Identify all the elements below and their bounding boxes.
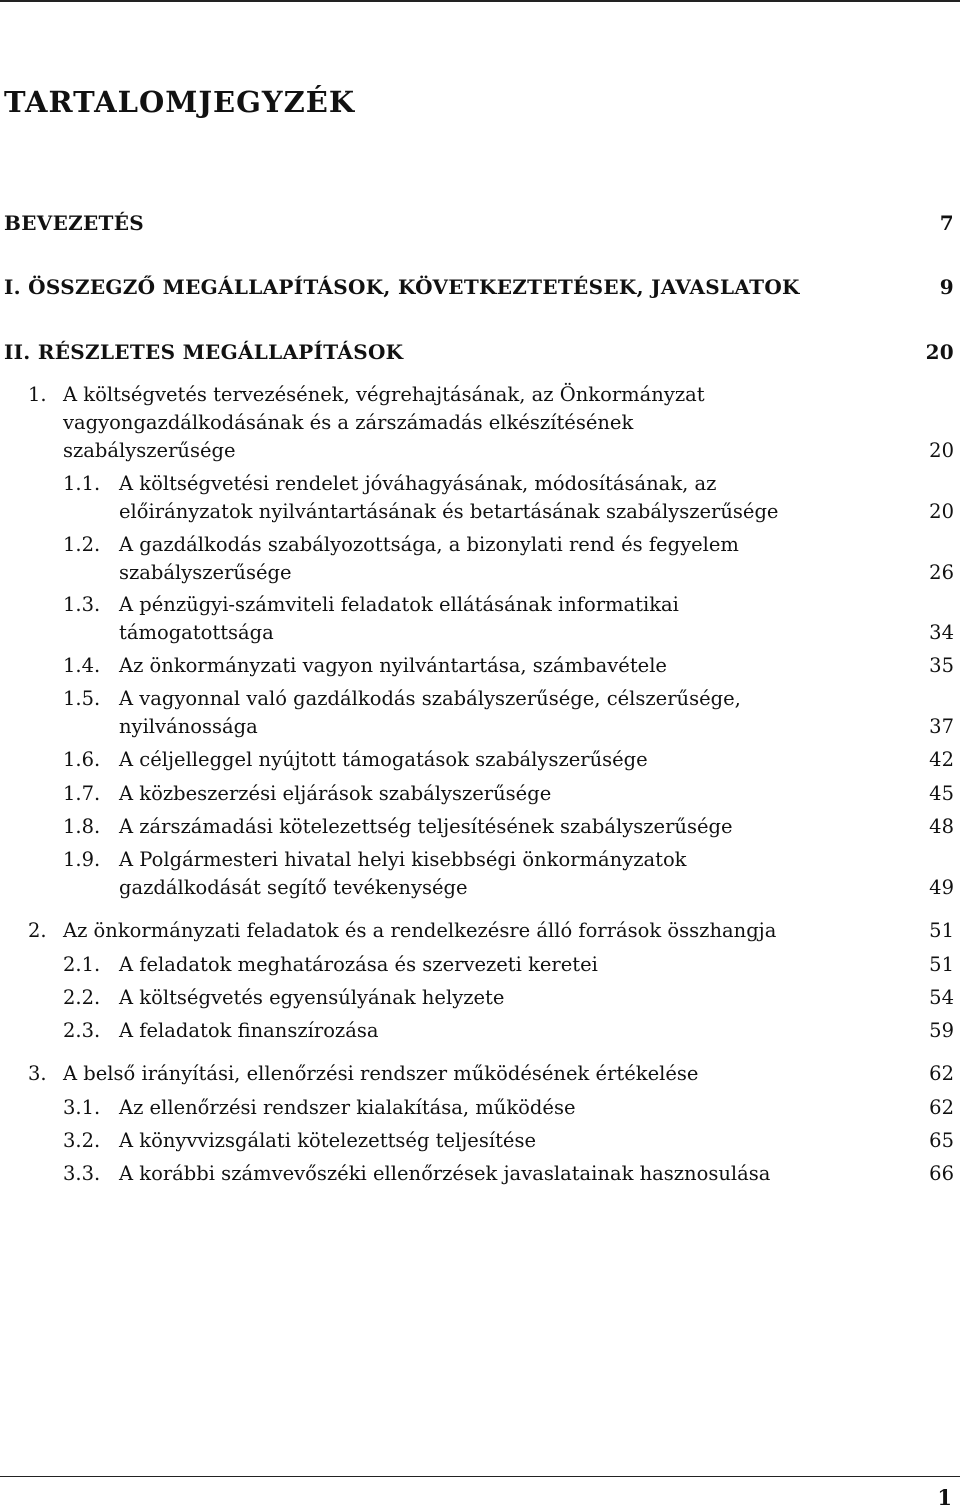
toc-entry-page: 65 <box>929 1129 954 1152</box>
toc-entry-text: I. ÖSSZEGZŐ MEGÁLLAPÍTÁSOK, KÖVETKEZTETÉSEK, JAVASLATOK <box>4 275 800 299</box>
toc-entry-page: 66 <box>929 1162 954 1185</box>
toc-entry-page: 49 <box>929 876 954 899</box>
toc-entry-page: 62 <box>929 1096 954 1119</box>
toc-entry-page: 59 <box>929 1019 954 1042</box>
toc-entry-text-line: támogatottsága <box>119 621 274 644</box>
toc-entry-number: 1.1. <box>63 472 101 495</box>
toc-entry-number: 2.3. <box>63 1019 101 1042</box>
toc-entry-text-line: előirányzatok nyilvántartásának és betartásának szabályszerűsége <box>119 500 779 523</box>
toc-entry-page: 37 <box>929 715 954 738</box>
toc-entry-text-line: A Polgármesteri hivatal helyi kisebbségi önkormányzatok <box>119 848 687 871</box>
toc-entry-text-line: A feladatok finanszírozása <box>119 1019 379 1042</box>
toc-entry-page: 26 <box>929 561 954 584</box>
toc-entry-number: 1.9. <box>63 848 101 871</box>
toc-entry-text-line: A költségvetés egyensúlyának helyzete <box>119 986 505 1009</box>
toc-entry-number: 2.2. <box>63 986 101 1009</box>
toc-entry-page: 54 <box>929 986 954 1009</box>
toc-entry-text-line: szabályszerűsége <box>119 561 292 584</box>
toc-entry-page: 9 <box>939 275 954 299</box>
toc-entry-text-line: A gazdálkodás szabályozottsága, a bizonylati rend és fegyelem <box>119 533 739 556</box>
toc-entry-page: 48 <box>929 815 954 838</box>
toc-entry-number: 1.8. <box>63 815 101 838</box>
toc-entry-text: BEVEZETÉS <box>4 211 145 235</box>
toc-entry-page: 51 <box>929 919 954 942</box>
toc-entry-page: 51 <box>929 953 954 976</box>
toc-entry-text-line: A vagyonnal való gazdálkodás szabályszerűsége, célszerűsége, <box>119 687 741 710</box>
top-rule <box>0 0 960 2</box>
toc-entry-page: 42 <box>929 748 954 771</box>
toc-entry-number: 2. <box>28 919 47 942</box>
toc-entry-number: 1.2. <box>63 533 101 556</box>
toc-entry-text-line: A céljelleggel nyújtott támogatások szabályszerűsége <box>119 748 648 771</box>
toc-entry-page: 20 <box>925 340 954 364</box>
toc-entry-page: 20 <box>929 500 954 523</box>
toc-entry-number: 3.2. <box>63 1129 101 1152</box>
toc-entry-text-line: A pénzügyi-számviteli feladatok ellátásának informatikai <box>119 593 679 616</box>
toc-entry-text: II. RÉSZLETES MEGÁLLAPÍTÁSOK <box>4 340 404 364</box>
toc-entry-number: 3. <box>28 1062 47 1085</box>
toc-entry-text-line: A közbeszerzési eljárások szabályszerűsége <box>119 782 552 805</box>
toc-entry-number: 1.6. <box>63 748 101 771</box>
toc-entry-text-line: nyilvánossága <box>119 715 258 738</box>
toc-entry-number: 3.1. <box>63 1096 101 1119</box>
toc-entry-text-line: A zárszámadási kötelezettség teljesítésének szabályszerűsége <box>119 815 733 838</box>
toc-entry-text-line: A költségvetési rendelet jóváhagyásának, módosításának, az <box>119 472 717 495</box>
toc-entry-number: 1.7. <box>63 782 101 805</box>
page-title: TARTALOMJEGYZÉK <box>4 85 356 119</box>
toc-entry-text-line: Az ellenőrzési rendszer kialakítása, működése <box>119 1096 576 1119</box>
toc-entry-text-line: A feladatok meghatározása és szervezeti keretei <box>119 953 598 976</box>
toc-entry-page: 34 <box>929 621 954 644</box>
toc-entry-number: 1.5. <box>63 687 101 710</box>
toc-entry-number: 1.3. <box>63 593 101 616</box>
toc-entry-page: 45 <box>929 782 954 805</box>
footer-rule <box>0 1476 960 1477</box>
toc-entry-text-line: A belső irányítási, ellenőrzési rendszer működésének értékelése <box>63 1062 699 1085</box>
toc-entry-number: 1. <box>28 383 47 406</box>
toc-entry-number: 1.4. <box>63 654 101 677</box>
toc-entry-text-line: Az önkormányzati feladatok és a rendelkezésre álló források összhangja <box>63 919 777 942</box>
toc-entry-page: 35 <box>929 654 954 677</box>
toc-entry-page: 7 <box>939 211 954 235</box>
toc-entry-number: 3.3. <box>63 1162 101 1185</box>
toc-entry-page: 20 <box>929 439 954 462</box>
toc-entry-text-line: szabályszerűsége <box>63 439 236 462</box>
toc-entry-text-line: A korábbi számvevőszéki ellenőrzések javaslatainak hasznosulása <box>119 1162 771 1185</box>
page-number: 1 <box>937 1485 952 1510</box>
toc-entry-text-line: Az önkormányzati vagyon nyilvántartása, számbavétele <box>119 654 667 677</box>
toc-entry-text-line: gazdálkodását segítő tevékenysége <box>119 876 468 899</box>
toc-entry-number: 2.1. <box>63 953 101 976</box>
toc-entry-text-line: vagyongazdálkodásának és a zárszámadás elkészítésének <box>63 411 634 434</box>
toc-entry-text-line: A könyvvizsgálati kötelezettség teljesítése <box>119 1129 536 1152</box>
toc-entry-page: 62 <box>929 1062 954 1085</box>
toc-entry-text-line: A költségvetés tervezésének, végrehajtásának, az Önkormányzat <box>63 383 705 406</box>
